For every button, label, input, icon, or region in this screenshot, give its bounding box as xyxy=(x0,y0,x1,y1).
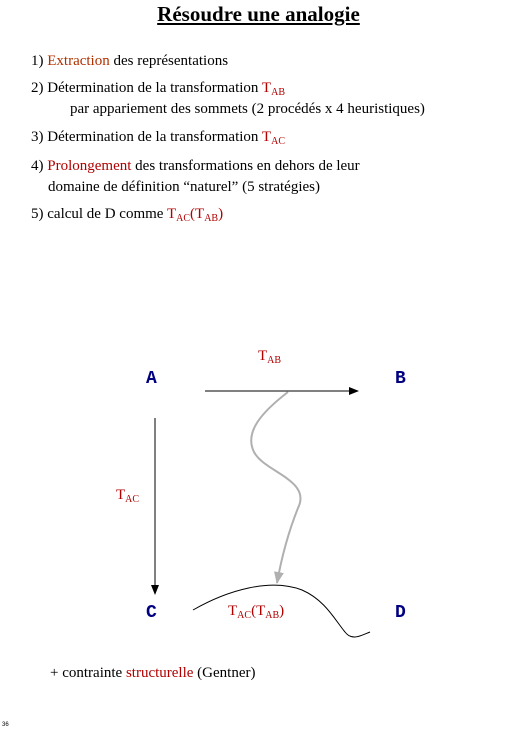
step-5-formula: $T_{AC}(T_{AB})$ xyxy=(166,206,224,224)
step-4-text: des transformations en dehors de leur xyxy=(131,158,360,174)
page-number: 36 xyxy=(2,722,9,728)
step-3-transform: $T_{AC}$ xyxy=(261,129,285,147)
step-2-text: Détermination de la transformation xyxy=(43,80,262,96)
step-3-number: 3) xyxy=(31,129,44,145)
label-t-ac-of-t-ab: $T_{AC}(T_{AB})$ xyxy=(228,603,285,621)
step-4-highlight: Prolongement xyxy=(47,158,132,174)
node-c: C xyxy=(146,603,157,623)
node-b: B xyxy=(395,369,406,389)
step-1-highlight: Extraction xyxy=(47,53,110,69)
structural-constraint-note: + contrainte structurelle (Gentner) xyxy=(50,665,256,681)
grey-transfer-arrow xyxy=(251,392,300,583)
structural-highlight: structurelle xyxy=(125,665,194,681)
step-1-text: des représentations xyxy=(109,53,229,69)
step-2-transform: $T_{AB}$ xyxy=(261,80,285,98)
page-title: Résoudre une analogie xyxy=(157,2,360,26)
node-a: A xyxy=(146,369,157,389)
label-t-ac: $T_{AC}$ xyxy=(116,487,140,505)
step-2-number: 2) xyxy=(31,80,44,96)
step-4-line-2: domaine de définition “naturel” (5 stratégies) xyxy=(48,179,320,195)
node-d: D xyxy=(395,603,406,623)
step-1-number: 1) xyxy=(31,53,44,69)
step-5-text: calcul de D comme xyxy=(43,206,167,222)
label-t-ab: $T_{AB}$ xyxy=(258,348,282,366)
step-4-number: 4) xyxy=(31,158,44,174)
step-5-number: 5) xyxy=(31,206,44,222)
step-3-text: Détermination de la transformation xyxy=(43,129,262,145)
step-2-line-2: par appariement des sommets (2 procédés x 4 heuristiques) xyxy=(70,101,425,117)
